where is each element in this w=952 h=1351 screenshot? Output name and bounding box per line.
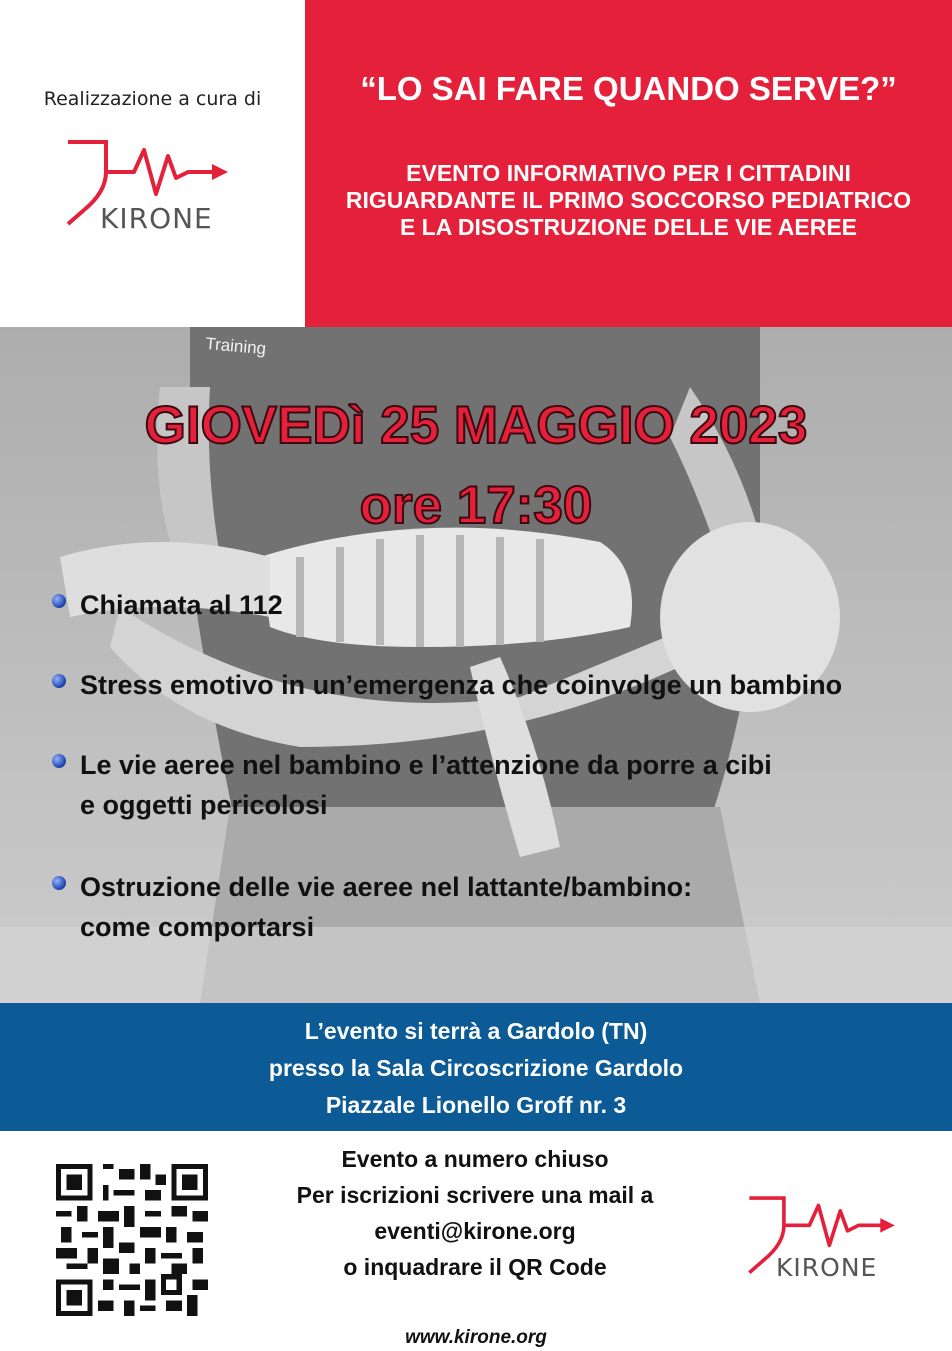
subhead-line-3: E LA DISOSTRUZIONE DELLE VIE AEREE <box>399 214 858 240</box>
topic-text: Chiamata al 112 <box>80 590 283 620</box>
kirone-logo <box>64 132 244 242</box>
training-photo <box>0 327 952 1003</box>
list-item <box>52 867 692 947</box>
website-link[interactable]: www.kirone.org <box>405 1327 547 1348</box>
logo-wordmark: KIRONE <box>776 1253 878 1282</box>
qr-code-icon[interactable] <box>56 1164 208 1316</box>
list-item <box>52 665 842 705</box>
organizer-panel <box>0 0 305 327</box>
kirone-logo-bottom <box>740 1189 910 1289</box>
topic-text-continued: come comportarsi <box>80 912 315 942</box>
registration-line-2: Per iscrizioni scrivere una mail a <box>296 1182 654 1208</box>
list-item <box>52 585 283 625</box>
qr-code[interactable] <box>56 1164 208 1320</box>
headline: “LO SAI FARE QUANDO SERVE?” <box>360 70 897 107</box>
registration-line-4: o inquadrare il QR Code <box>343 1254 607 1280</box>
bullet-icon <box>52 674 66 688</box>
list-item <box>52 745 772 825</box>
credit-text: Realizzazione a cura di <box>43 88 262 110</box>
event-date: GIOVEDì 25 MAGGIO 2023 <box>144 396 808 455</box>
logo-wordmark: KIRONE <box>100 202 213 235</box>
topic-text: Le vie aeree nel bambino e l’attenzione da porre a cibi <box>80 750 772 780</box>
registration-panel <box>0 1131 952 1351</box>
venue-line-3: Piazzale Lionello Groff nr. 3 <box>325 1092 627 1118</box>
registration-email-link[interactable]: eventi@kirone.org <box>374 1218 576 1244</box>
subheadline <box>305 160 952 241</box>
topic-text: Stress emotivo in un’emergenza che coinvolge un bambino <box>80 670 843 700</box>
venue-banner <box>0 1003 952 1131</box>
subhead-line-1: EVENTO INFORMATIVO PER I CITTADINI <box>406 160 851 186</box>
registration-line-1: Evento a numero chiuso <box>341 1146 609 1172</box>
bullet-icon <box>52 594 66 608</box>
bullet-icon <box>52 876 66 890</box>
title-panel <box>305 0 952 327</box>
bullet-icon <box>52 754 66 768</box>
topic-text: Ostruzione delle vie aeree nel lattante/bambino: <box>80 872 693 902</box>
registration-info <box>250 1141 700 1285</box>
topic-text-continued: e oggetti pericolosi <box>80 790 328 820</box>
shirt-text: Training <box>204 334 267 359</box>
venue-line-2: presso la Sala Circoscrizione Gardolo <box>268 1055 684 1081</box>
venue-line-1: L’evento si terrà a Gardolo (TN) <box>304 1018 648 1044</box>
event-time: ore 17:30 <box>359 476 593 535</box>
subhead-line-2: RIGUARDANTE IL PRIMO SOCCORSO PEDIATRICO <box>345 187 912 213</box>
